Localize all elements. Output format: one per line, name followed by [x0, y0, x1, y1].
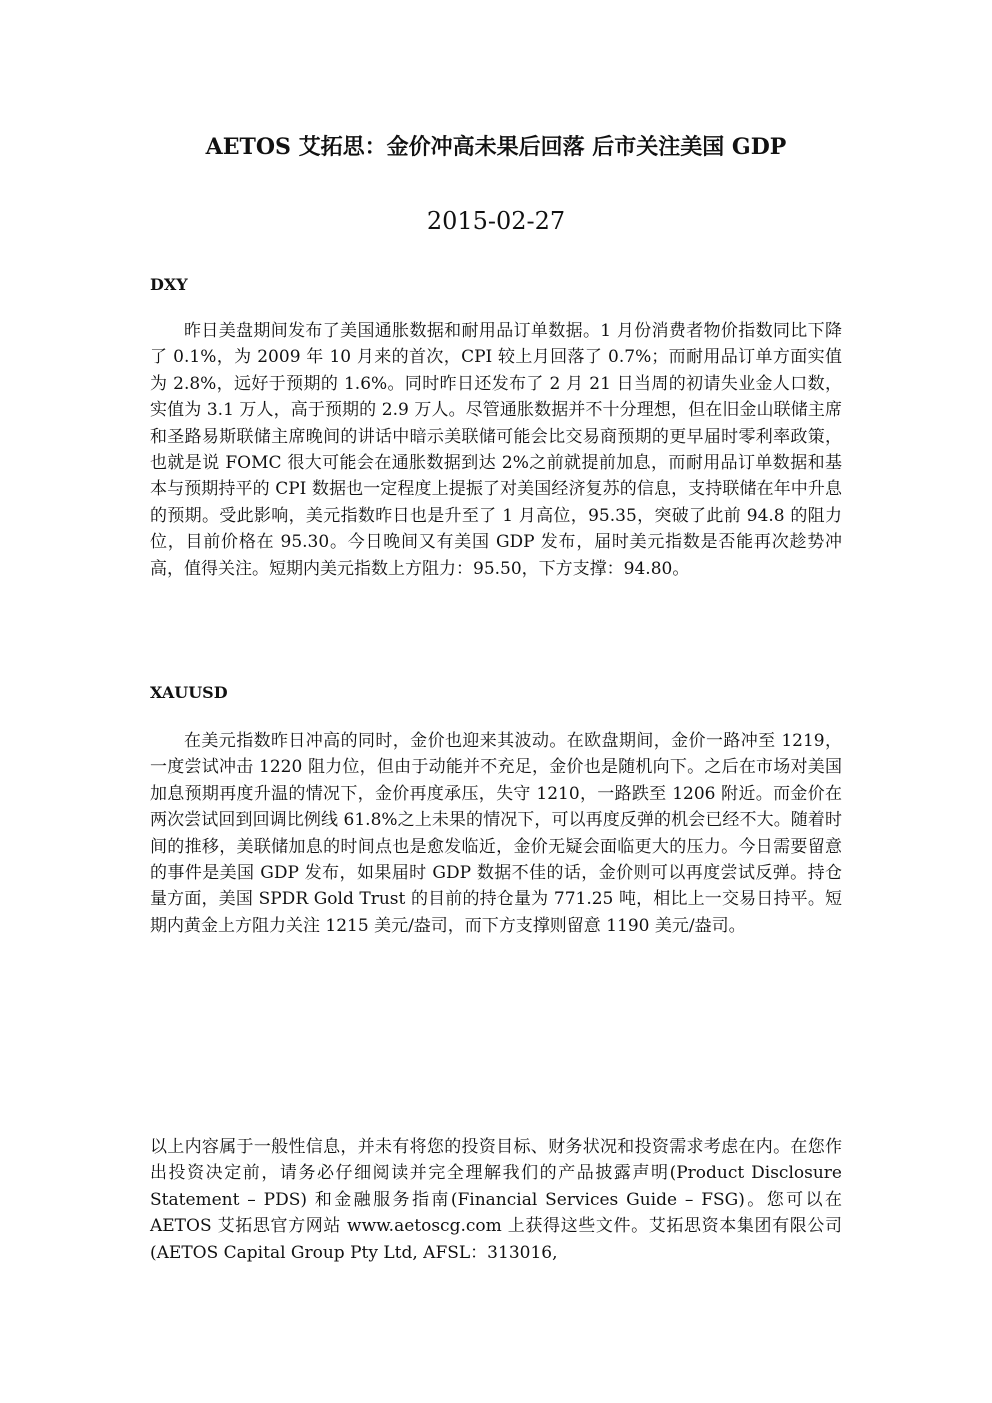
- document-title: AETOS 艾拓思：金价冲高未果后回落 后市关注美国 GDP: [205, 134, 787, 160]
- section-body-dxy: 昨日美盘期间发布了美国通胀数据和耐用品订单数据。1 月份消费者物价指数同比下降了 0.1%，为 2009 年 10 月来的首次，CPI 较上月回落了 0.7%；而耐用品订单方面实值为 2.8%，远好于预期的 1.6%。同时昨日还发布了 2 月 21 日当周的初请失业金人口数，实值为 3.1 万人，高于预期的 2.9 万人。尽管通胀数据并不十分理想，但在旧金山联储主席和圣路易斯联储主席晚间的讲话中暗示美联储可能会比交易商预期的更早届时零利率政策，也就是说 FOMC 很大可能会在通胀数据到达 2%之前就提前加息，而耐用品订单数据和基本与预期持平的 CPI 数据也一定程度上提振了对美国经济复苏的信息，支持联储在年中升息的预期。受此影响，美元指数昨日也是升至了 1 月高位，95.35，突破了此前 94.8 的阻力位，目前价格在 95.30。今日晚间又有美国 GDP 发布，届时美元指数是否能再次趁势冲高，值得关注。短期内美元指数上方阻力：95.50，下方支撑：94.80。: [150, 321, 842, 579]
- document-date: 2015-02-27: [426, 207, 566, 235]
- section-heading-dxy: DXY: [150, 275, 188, 294]
- disclaimer-text: 以上内容属于一般性信息，并未有将您的投资目标、财务状况和投资需求考虑在内。在您作出投资决定前，请务必仔细阅读并完全理解我们的产品披露声明(Product Disclosure Statement – PDS) 和金融服务指南(Financial Services Guide – FSG)。您可以在 AETOS 艾拓思官方网站 www.aetoscg.com 上获得这些文件。艾拓思资本集团有限公司(AETOS Capital Group Pty Ltd, AFSL：313016,: [150, 1137, 842, 1263]
- section-heading-xauusd: XAUUSD: [150, 683, 228, 702]
- section-body-xauusd: 在美元指数昨日冲高的同时，金价也迎来其波动。在欧盘期间，金价一路冲至 1219，一度尝试冲击 1220 阻力位，但由于动能并不充足，金价也是随机向下。之后在市场对美国加息预期再度升温的情况下，金价再度承压，失守 1210，一路跌至 1206 附近。而金价在两次尝试回到回调比例线 61.8%之上未果的情况下，可以再度反弹的机会已经不大。随着时间的推移，美联储加息的时间点也是愈发临近，金价无疑会面临更大的压力。今日需要留意的事件是美国 GDP 发布，如果届时 GDP 数据不佳的话，金价则可以再度尝试反弹。持仓量方面，美国 SPDR Gold Trust 的目前的持仓量为 771.25 吨，相比上一交易日持平。短期内黄金上方阻力关注 1215 美元/盎司，而下方支撑则留意 1190 美元/盎司。: [150, 731, 842, 936]
